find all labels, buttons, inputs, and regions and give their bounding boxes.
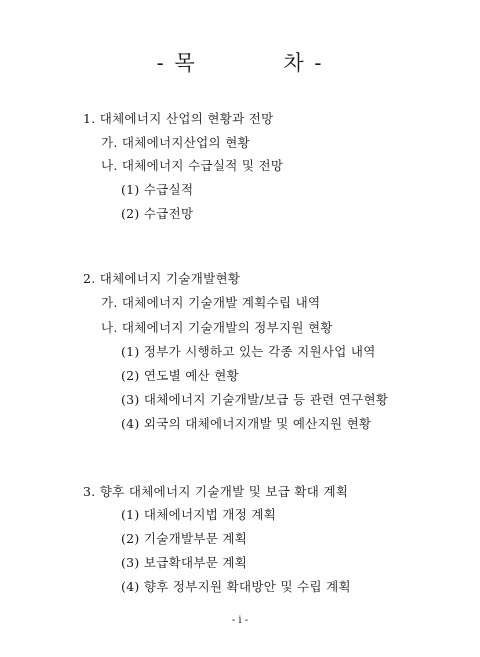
toc-section-2-heading: 2. 대체에너지 기술개발현황 xyxy=(83,271,241,286)
toc-section-2-item-b: 나. 대체에너지 기술개발의 정부지원 현황 xyxy=(101,320,333,335)
toc-section-1-heading: 1. 대체에너지 산업의 현황과 전망 xyxy=(83,111,274,126)
toc-section-2-item-b3: (3) 대체에너지 기술개발/보급 등 관련 연구현황 xyxy=(121,392,389,407)
toc-section-3-heading: 3. 향후 대체에너지 기술개발 및 보급 확대 계획 xyxy=(83,484,349,499)
toc-section-2-item-b4: (4) 외국의 대체에너지개발 및 예산지원 현황 xyxy=(121,416,372,431)
toc-section-3-item-2: (2) 기술개발부문 계획 xyxy=(121,531,248,546)
toc-section-3-item-4: (4) 향후 정부지원 확대방안 및 수립 계획 xyxy=(121,579,351,594)
toc-section-1-item-a: 가. 대체에너지산업의 현황 xyxy=(101,135,250,150)
page-title: - 목 차 - xyxy=(156,51,324,75)
toc-section-2-item-b2: (2) 연도별 예산 현황 xyxy=(121,368,240,383)
page-number: - i - xyxy=(231,615,249,626)
toc-section-1-item-b2: (2) 수급전망 xyxy=(121,206,194,221)
toc-section-2-item-a: 가. 대체에너지 기술개발 계획수립 내역 xyxy=(101,295,321,310)
toc-section-2-item-b1: (1) 정부가 시행하고 있는 각종 지원사업 내역 xyxy=(121,344,376,359)
toc-section-3-item-3: (3) 보급확대부문 계획 xyxy=(121,555,248,570)
toc-section-1-item-b: 나. 대체에너지 수급실적 및 전망 xyxy=(101,158,284,173)
toc-section-1-item-b1: (1) 수급실적 xyxy=(121,182,194,197)
toc-section-3-item-1: (1) 대체에너지법 개정 계획 xyxy=(121,507,277,522)
